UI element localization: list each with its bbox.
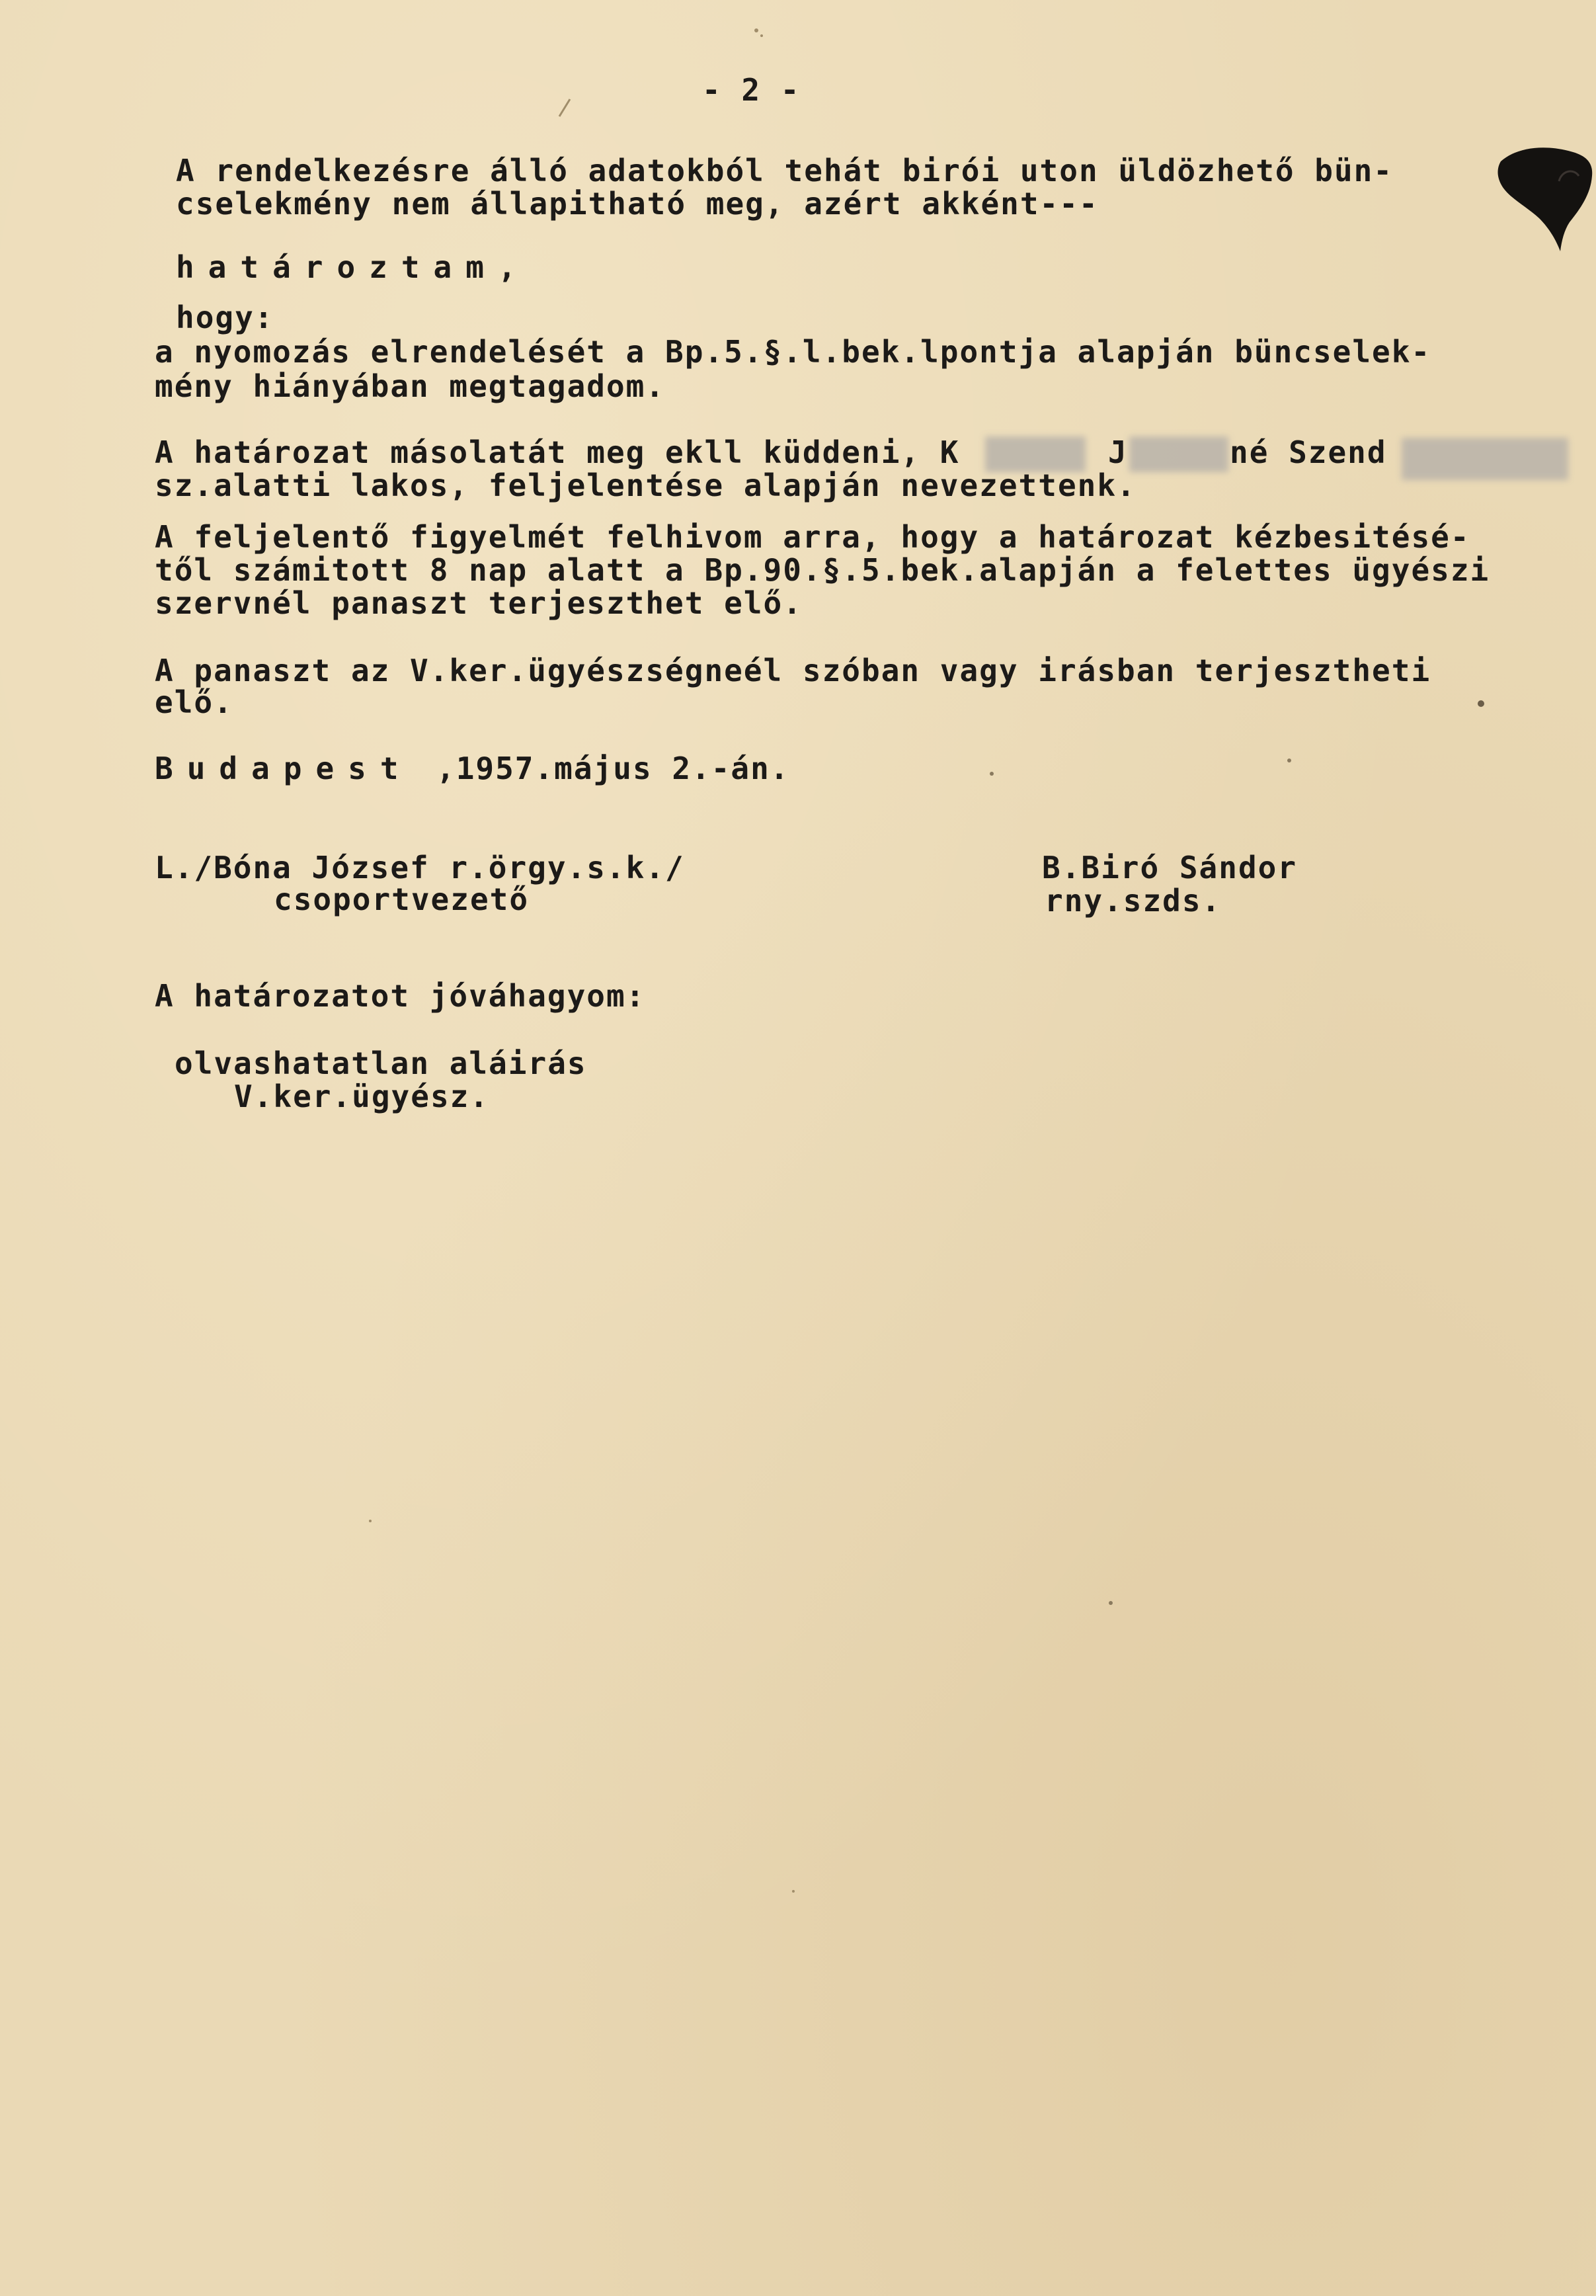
right-signatory-title: rny.szds. xyxy=(1045,883,1222,919)
hogy-label: hogy: xyxy=(176,300,274,335)
complaint-paragraph-line-1: A feljelentő figyelmét felhivom arra, hogy a határozat kézbesitésé- xyxy=(155,519,1470,555)
decision-heading: határoztam, xyxy=(176,249,530,285)
complaint-paragraph-line-2: től számitott 8 nap alatt a Bp.90.§.5.bek.alapján a felettes ügyészi xyxy=(155,552,1490,588)
submission-paragraph-line-2: elő. xyxy=(155,684,233,720)
submission-paragraph-line-1: A panaszt az V.ker.ügyészségneél szóban vagy irásban terjesztheti xyxy=(155,653,1431,688)
copy-paragraph-line-1c: né Szend xyxy=(1230,434,1387,470)
approval-title: V.ker.ügyész. xyxy=(234,1079,490,1114)
paragraph-1-line-2: cselekmény nem állapitható meg, azért akként--- xyxy=(176,186,1099,222)
paragraph-1-line-1: A rendelkezésre álló adatokból tehát birói uton üldözhető bün- xyxy=(176,153,1394,188)
date-text: ,1957.május 2.-án. xyxy=(436,751,790,786)
decision-line-2: mény hiányában megtagadom. xyxy=(155,368,666,404)
left-signatory-name: L./Bóna József r.örgy.s.k./ xyxy=(155,850,685,885)
place-name: Budapest xyxy=(155,751,413,786)
right-signatory-name: B.Biró Sándor xyxy=(1042,850,1298,885)
copy-paragraph-line-1a: A határozat másolatát meg ekll küddeni, K xyxy=(155,434,960,470)
approval-label: A határozatot jóváhagyom: xyxy=(155,978,646,1014)
complaint-paragraph-line-3: szervnél panaszt terjeszthet elő. xyxy=(155,585,803,621)
copy-paragraph-line-2: sz.alatti lakos, feljelentése alapján nevezettenk. xyxy=(155,468,1137,503)
page-number: - 2 - xyxy=(702,72,801,108)
left-signatory-title: csoportvezető xyxy=(274,882,530,917)
decision-line-1: a nyomozás elrendelését a Bp.5.§.l.bek.lpontja alapján büncselek- xyxy=(155,334,1431,370)
copy-paragraph-line-1b: J xyxy=(1108,434,1128,470)
approval-signature: olvashatatlan aláirás xyxy=(175,1046,587,1081)
